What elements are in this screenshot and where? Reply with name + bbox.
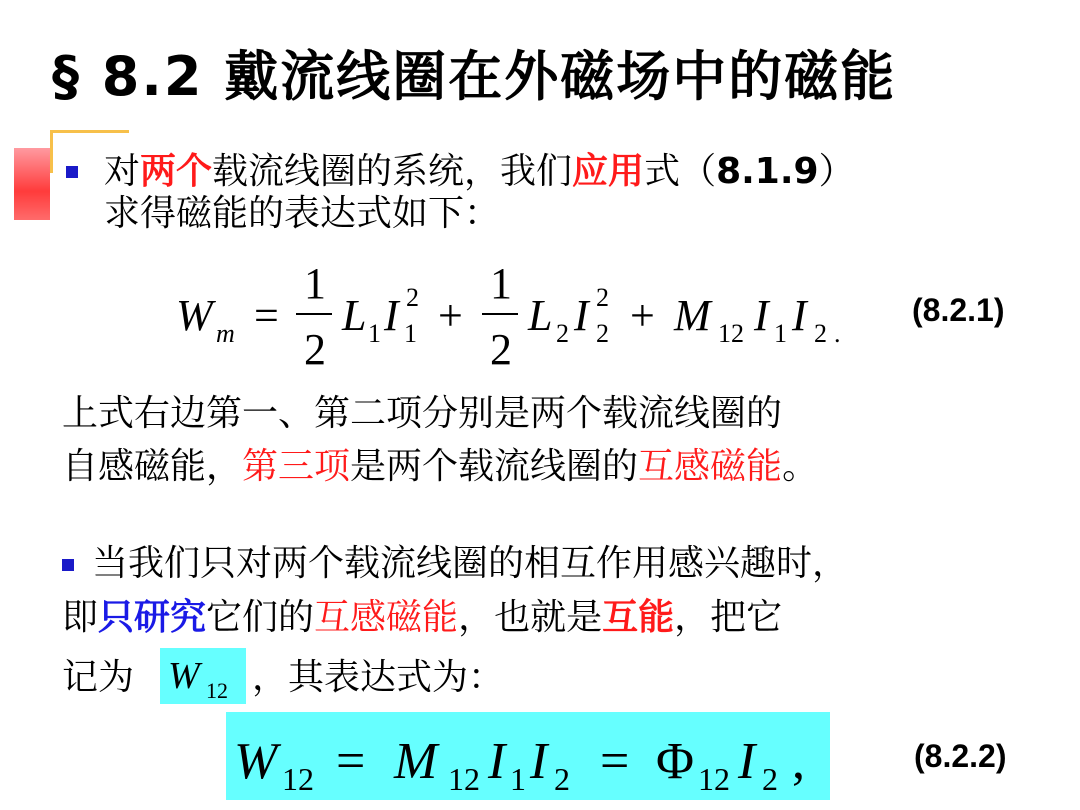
emphasis-third-term: 第三项 [242,446,351,487]
text: 式（ [644,151,717,192]
paragraph-2-line-1: 上式右边第一、第二项分别是两个载流线圈的 [62,393,783,434]
subscript-1: 1 [774,319,787,348]
equation-8-2-2-highlight [226,712,830,800]
fraction-denominator: 2 [304,325,326,374]
equation-8-2-1 [170,258,870,374]
paragraph-3-line-3: 记为 [62,657,135,698]
fraction-numerator: 1 [490,259,512,308]
subscript-2: 2 [762,761,778,797]
comma: , [792,733,805,790]
bullet-icon [66,166,78,178]
subscript-12: 12 [282,761,314,797]
equals-sign: = [336,733,366,790]
period: . [834,319,841,348]
subscript-2: 2 [596,319,609,348]
symbol-I: I [530,733,548,790]
decorative-gradient-square [14,148,50,220]
superscript-2: 2 [406,283,419,312]
emphasis-apply: 应用 [572,151,645,192]
text: ，把它 [674,597,783,638]
text: ，也就是 [458,597,603,638]
superscript-2: 2 [596,283,609,312]
equals-sign: = [600,733,630,790]
emphasis-mutual-magnetic-energy: 互感磁能 [314,597,459,638]
equation-8-2-2 [226,712,830,800]
text: 载流线圈的系统，我们 [212,151,573,192]
equation-reference: 8.1.9 [716,151,819,192]
text: 自感磁能， [62,446,243,487]
text: ） [818,151,855,192]
text: 即 [62,597,99,638]
symbol-W: W [168,655,200,697]
symbol-I: I [574,291,589,340]
symbol-w12-highlight [160,648,246,704]
paragraph-1-line-1 [104,148,855,196]
fraction-numerator: 1 [304,259,326,308]
symbol-I: I [488,733,506,790]
paragraph-3-line-1: 当我们只对两个载流线圈的相互作用感兴趣时， [92,543,849,584]
subscript-12: 12 [206,678,228,703]
emphasis-two: 两个 [140,151,213,192]
emphasis-mutual-magnetic-energy: 互感磁能 [638,446,783,487]
text: 是两个载流线圈的 [350,446,639,487]
subscript-2: 2 [556,319,569,348]
symbol-I: I [738,733,756,790]
slide-title: § 8.2 戴流线圈在外磁场中的磁能 [52,45,897,108]
paragraph-2-line-2 [62,443,818,491]
paragraph-3-line-2 [62,594,782,642]
subscript-2: 2 [554,761,570,797]
bullet-icon [62,559,74,571]
subscript-12: 12 [718,319,744,348]
text: 对 [104,151,141,192]
symbol-phi: Φ [656,733,695,790]
symbol-I: I [792,291,807,340]
subscript-1: 1 [510,761,526,797]
symbol-L: L [342,291,367,340]
symbol-M: M [394,733,438,790]
paragraph-3-line-3-tail: ，其表达式为： [252,657,505,698]
equals-sign: = [254,291,279,340]
symbol-W: W [234,733,278,790]
plus-sign: + [438,291,463,340]
equation-number-8-2-1: (8.2.1) [912,292,1005,328]
emphasis-mutual-energy: 互能 [602,597,675,638]
fraction-denominator: 2 [490,325,512,374]
subscript-12: 12 [698,761,730,797]
subscript-1: 1 [404,319,417,348]
subscript-2: 2 [814,319,827,348]
symbol-I: I [384,291,399,340]
symbol-L: L [528,291,553,340]
plus-sign: + [630,291,655,340]
subscript-1: 1 [368,319,381,348]
symbol-M: M [674,291,711,340]
subscript-12: 12 [448,761,480,797]
equation-number-8-2-2: (8.2.2) [914,738,1007,774]
text: 。 [782,446,819,487]
symbol-W: W [176,291,213,340]
subscript-m: m [216,319,235,348]
text: 它们的 [206,597,315,638]
emphasis-only-study: 只研究 [98,597,207,638]
paragraph-1-line-2: 求得磁能的表达式如下： [104,193,501,234]
symbol-I: I [754,291,769,340]
